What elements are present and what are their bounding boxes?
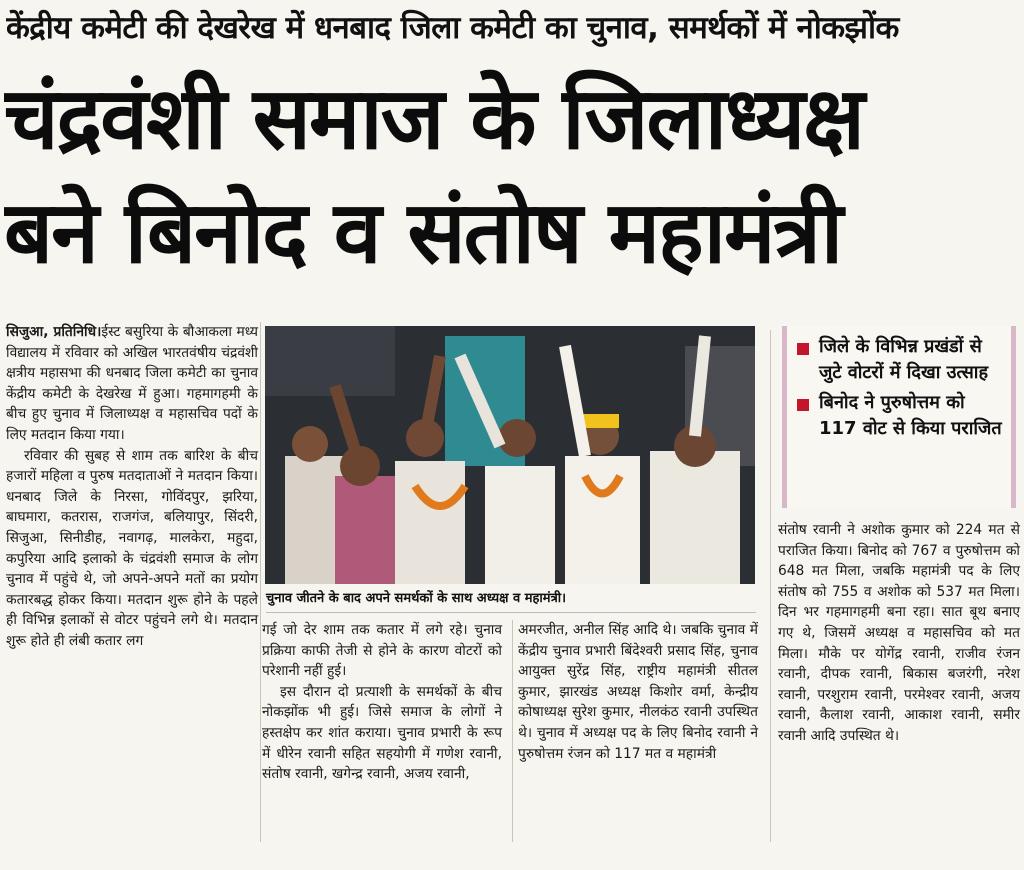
highlight-item	[797, 334, 1003, 386]
highlight-text: जिले के विभिन्न प्रखंडों से जुटे वोटरों में दिखा उत्साह	[819, 336, 989, 383]
paragraph-text: ईस्ट बसुरिया के बौआकला मध्य विद्यालय में रविवार को अखिल भारतवंषीय चंद्रवंशी क्षत्रीय महासभा की धनबाद जिला कमेटी का चुनाव केंद्रीय कमेटी के देखरेख में हुआ। गहमागहमी के बीच हुए चुनाव में जिलाध्यक्ष व महासचिव पदों के लिए मतदान किया गया।	[6, 324, 258, 443]
article-paragraph: इस दौरान दो प्रत्याशी के समर्थकों के बीच नोकझोंक भी हुई। जिसे समाज के लोगों ने हस्तक्षेप कर शांत कराया। चुनाव प्रभारी के रूप में धीरेन रवानी सहित सहयोगी में गणेश रवानी, संतोष रवानी, खगेन्द्र रवानी, अजय रवानी,	[262, 683, 502, 783]
column-divider	[770, 330, 771, 842]
article-paragraph: गई जो देर शाम तक कतार में लगे रहे। चुनाव प्रक्रिया काफी तेजी से होने के कारण वोटरों को परेशानी नहीं हुई।	[262, 622, 502, 680]
highlight-item	[797, 390, 1003, 442]
article-column-4	[778, 520, 1020, 747]
square-bullet-icon	[797, 399, 809, 411]
article-column-3	[518, 620, 758, 764]
highlight-text: बिनोद ने पुरुषोत्तम को 117 वोट से किया पराजित	[819, 392, 1002, 439]
article-paragraph: संतोष रवानी ने अशोक कुमार को 224 मत से पराजित किया। बिनोद को 767 व पुरुषोत्तम को 648 मत मिला, जबकि महामंत्री पद के लिए संतोष को 755 व अशोक को 537 मत मिला। दिन भर गहमागहमी बना रहा। सात बूथ बनाए गए थे, जिसमें अध्यक्ष व महासचिव को मत मिला। मौके पर योगेंद्र रवानी, राजीव रंजन रवानी, दीपक रवानी, बिकास बजरंगी, नरेश रवानी, परशुराम रवानी, परमेश्वर रवानी, अजय रवानी, कैलाश रवानी, आकाश रवानी, समीर रवानी आदि उपस्थित थे।	[778, 522, 1020, 744]
main-headline-line-1: चंद्रवंशी समाज के जिलाध्यक्ष	[4, 69, 863, 169]
news-photo	[265, 326, 755, 584]
article-paragraph: रविवार की सुबह से शाम तक बारिश के बीच हजारों महिला व पुरुष मतदाताओं ने मतदान किया। धनबाद जिले के निरसा, गोविंदपुर, झरिया, बाघमारा, कतरास, राजगंज, बलियापुर, सिंदरी, सिजुआ, सिनीडीह, नवागढ़, मालकेरा, महुदा, कपुरिया आदि इलाको के चंद्रवंशी समाज के लोग चुनाव में पहुंचे थे, जो अपने-अपने मतों का प्रयोग कतारबद्ध होकर किया। मतदान शुरू होने के पहले ही विभिन्न इलाकों से वोटर पहुंचने लगे थे। मतदान शुरू होते ही लंबी कतार लग	[6, 447, 258, 649]
main-headline-line-2: बने बिनोद व संतोष महामंत्री	[4, 183, 842, 283]
photo-illustration	[265, 326, 755, 584]
article-column-1	[6, 322, 258, 652]
column-divider	[260, 322, 261, 842]
dateline: सिजुआ, प्रतिनिधि।	[6, 324, 102, 340]
column-divider	[512, 620, 513, 842]
kicker-headline: केंद्रीय कमेटी की देखरेख में धनबाद जिला कमेटी का चुनाव, समर्थकों में नोकझोंक	[6, 10, 899, 46]
photo-caption: चुनाव जीतने के बाद अपने समर्थकों के साथ अध्यक्ष व महामंत्री।	[266, 591, 567, 606]
article-column-2	[262, 620, 502, 785]
caption-divider	[266, 612, 756, 613]
square-bullet-icon	[797, 343, 809, 355]
highlights-box	[782, 326, 1016, 508]
article-paragraph: अमरजीत, अनील सिंह आदि थे। जबकि चुनाव में केंद्रीय चुनाव प्रभारी बिंदेश्वरी प्रसाद सिंह, चुनाव आयुक्त सुरेंद्र सिंह, राष्ट्रीय महामंत्री सीतल कुमार, झारखंड अध्यक्ष किशोर वर्मा, केन्द्रीय कोषाध्यक्ष सुरेश कुमार, नीलकंठ रवानी उपस्थित थे। चुनाव में अध्यक्ष पद के लिए बिनोद रवानी ने पुरुषोत्तम रंजन को 117 मत व महामंत्री	[518, 622, 758, 762]
article-paragraph	[6, 322, 258, 446]
